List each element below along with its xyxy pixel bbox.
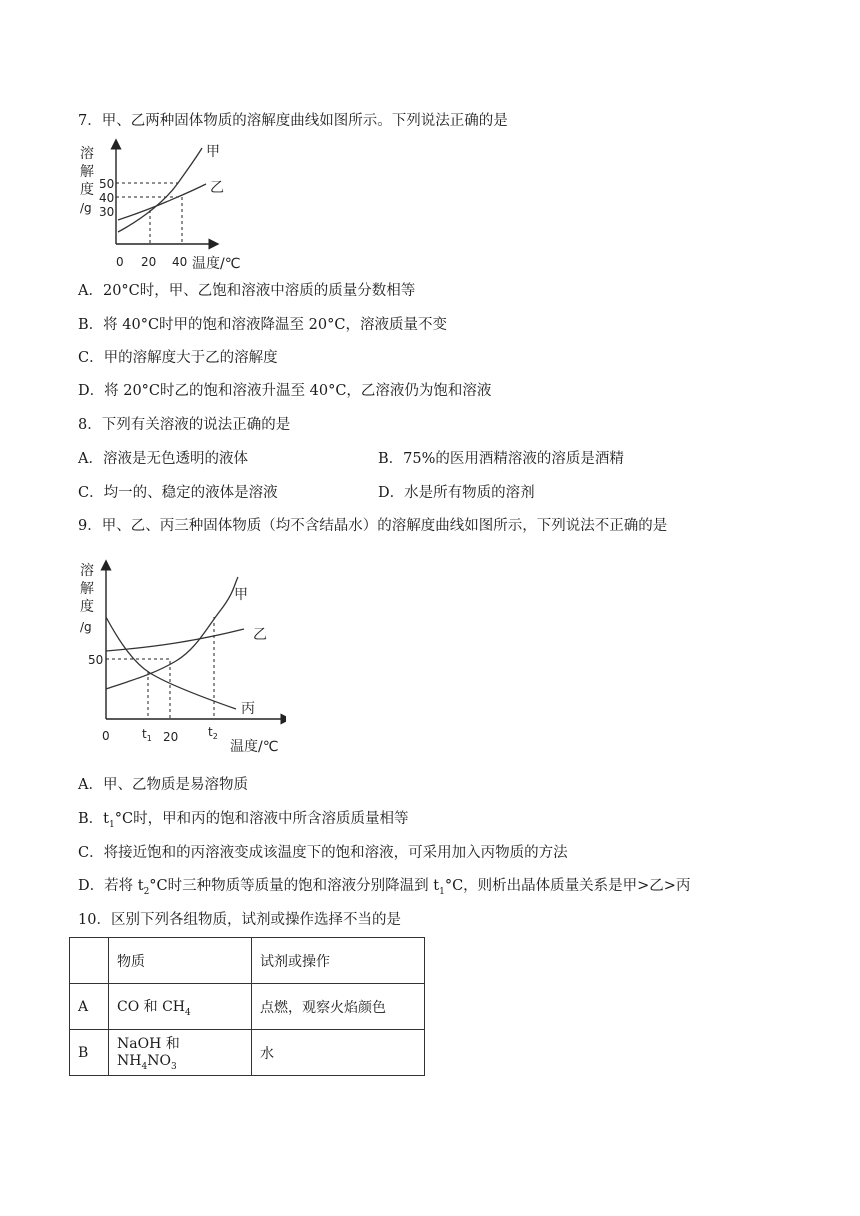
q8-option-a: A．溶液是无色透明的液体 — [78, 451, 248, 467]
q9-option-c: C．将接近饱和的丙溶液变成该温度下的饱和溶液，可采用加入丙物质的方法 — [78, 845, 568, 861]
table-row — [70, 1030, 425, 1076]
q9-option-a: A．甲、乙物质是易溶物质 — [78, 777, 248, 793]
q7-guide-40 — [116, 197, 182, 244]
q8-option-b: B．75%的医用酒精溶液的溶质是酒精 — [378, 451, 624, 467]
q9-option-d: D．若将 $t_2^\circ C$时三种物质等质量的饱和溶液分别降温到 $t_1^\circ C$，则析出晶体质量关系是甲>乙>丙 — [78, 878, 691, 897]
q8-stem: 8．下列有关溶液的说法正确的是 — [78, 417, 291, 433]
q7-ytick-40: 40 — [99, 191, 115, 205]
q7-option-a: A．20°C时，甲、乙饱和溶液中溶质的质量分数相等 — [78, 283, 416, 299]
q9-xtick-20: 20 — [163, 730, 179, 744]
table-row — [70, 984, 425, 1030]
q7-label-yi: 乙 — [210, 180, 224, 196]
q7-option-c: C．甲的溶解度大于乙的溶解度 — [78, 350, 278, 366]
q10-stem: 10．区别下列各组物质，试剂或操作选择不当的是 — [78, 912, 401, 928]
q7-option-b: B．将 40°C时甲的饱和溶液降温至 20°C，溶液质量不变 — [78, 317, 447, 333]
q9-curve-jia — [106, 577, 238, 689]
table-cell-label: B — [70, 1030, 109, 1076]
table-header-substance: 物质 — [109, 938, 252, 984]
q9-guide-50 — [106, 659, 170, 719]
q9-xtick-t1: $t_1$ — [142, 727, 152, 743]
q9-solubility-chart — [76, 555, 286, 755]
q9-ylabel-2: 解 — [80, 581, 94, 597]
q7-solubility-chart — [74, 138, 264, 272]
q7-xtick-40: 40 — [172, 255, 188, 269]
q9-ylabel-4: /g — [80, 620, 92, 634]
table-cell-method: 水 — [252, 1030, 425, 1076]
q7-ylabel-2: 解 — [80, 164, 94, 180]
q10-table — [69, 937, 425, 1076]
q7-xtick-0: 0 — [116, 255, 124, 269]
q7-label-jia: 甲 — [206, 144, 220, 160]
q9-label-yi: 乙 — [253, 627, 267, 643]
q9-xtick-t2: $t_2$ — [208, 725, 218, 741]
q7-curve-jia — [118, 148, 202, 232]
table-cell-substance: CO 和 $CH_4$ — [109, 984, 252, 1030]
q7-ylabel-1: 溶 — [80, 146, 94, 162]
q7-ytick-50: 50 — [99, 177, 115, 191]
table-header-row — [70, 938, 425, 984]
q9-curve-bing — [106, 617, 236, 709]
q7-ytick-30: 30 — [99, 205, 115, 219]
q9-ytick-50: 50 — [88, 653, 104, 667]
table-header-blank — [70, 938, 109, 984]
table-cell-method: 点燃，观察火焰颜色 — [252, 984, 425, 1030]
q9-curve-yi — [106, 629, 244, 651]
table-header-method: 试剂或操作 — [252, 938, 425, 984]
q9-label-bing: 丙 — [241, 701, 255, 717]
q9-label-jia: 甲 — [234, 587, 248, 603]
q7-ylabel-4: /g — [80, 201, 92, 215]
q9-ylabel-3: 度 — [80, 599, 94, 615]
q7-stem: 7．甲、乙两种固体物质的溶解度曲线如图所示。下列说法正确的是 — [78, 113, 508, 129]
q9-xtick-0: 0 — [102, 729, 110, 743]
q8-option-c: C．均一的、稳定的液体是溶液 — [78, 485, 278, 501]
table-cell-label: A — [70, 984, 109, 1030]
q8-option-d: D．水是所有物质的溶剂 — [378, 485, 535, 501]
q7-option-d: D．将 20°C时乙的饱和溶液升温至 40°C，乙溶液仍为饱和溶液 — [78, 383, 492, 399]
q9-option-b: B．$t_1^\circ C$时，甲和丙的饱和溶液中所含溶质质量相等 — [78, 811, 409, 830]
q9-stem: 9．甲、乙、丙三种固体物质（均不含结晶水）的溶解度曲线如图所示，下列说法不正确的是 — [78, 518, 668, 534]
q9-xlabel: 温度/℃ — [230, 739, 279, 755]
table-cell-substance: NaOH 和 $NH_4NO_3$ — [109, 1030, 252, 1076]
q7-ylabel-3: 度 — [80, 182, 94, 198]
q9-ylabel-1: 溶 — [80, 563, 94, 579]
q7-xtick-20: 20 — [141, 255, 157, 269]
q7-xlabel: 温度/℃ — [192, 256, 241, 272]
